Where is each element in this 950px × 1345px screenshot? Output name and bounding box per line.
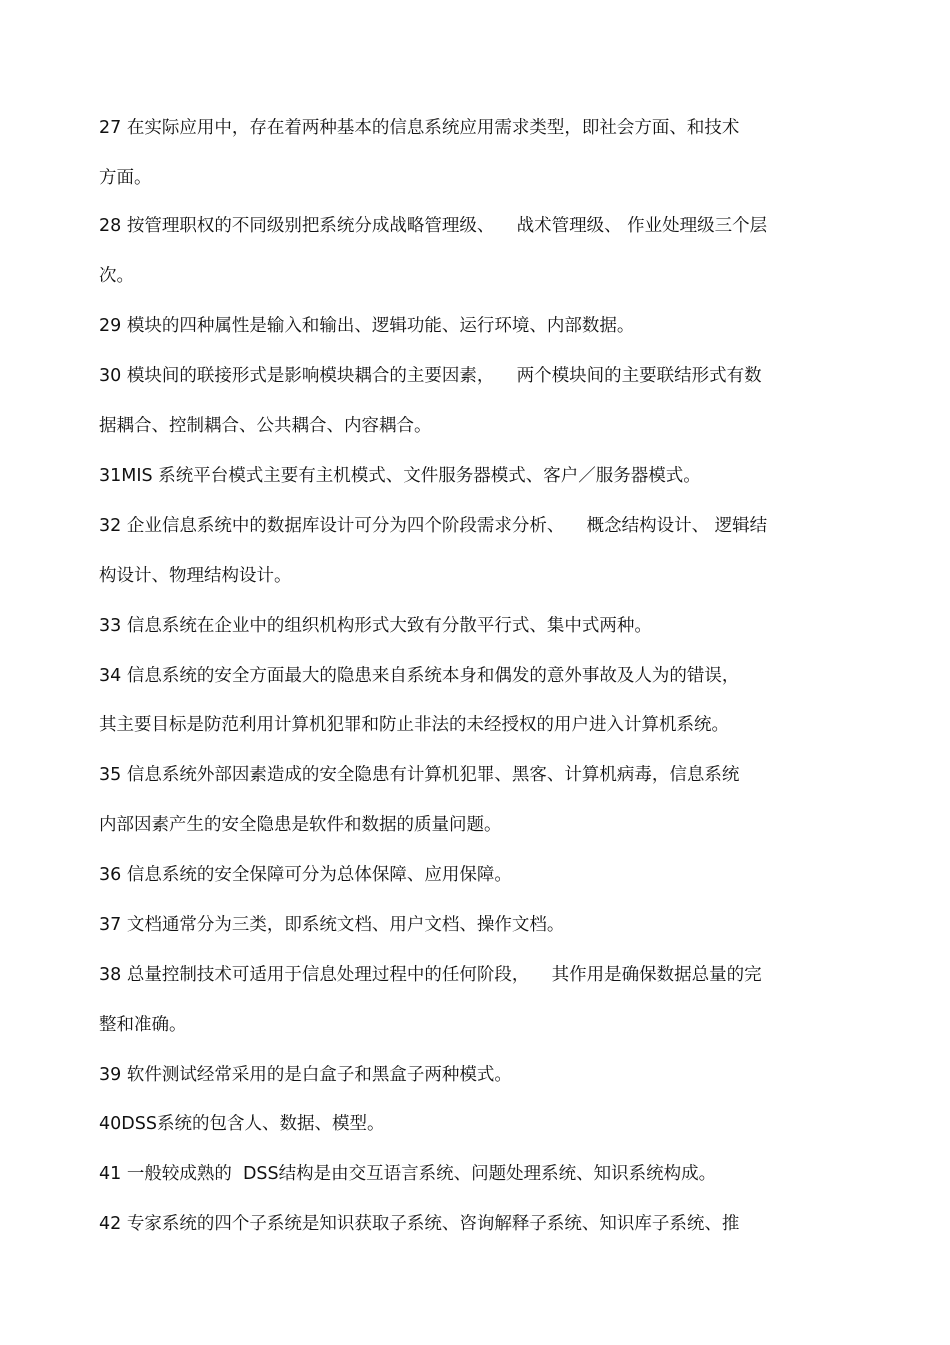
text-line: 42 专家系统的四个子系统是知识获取子系统、咨询解释子系统、知识库子系统、推 [99,1214,740,1234]
text-line: 整和准确。 [99,1015,187,1035]
text-line: 31MIS 系统平台模式主要有主机模式、文件服务器模式、客户／服务器模式。 [99,466,701,486]
text-line: 34 信息系统的安全方面最大的隐患来自系统本身和偶发的意外事故及人为的错误， [99,666,740,686]
text-line: 27 在实际应用中，存在着两种基本的信息系统应用需求类型，即社会方面、和技术 [99,118,740,138]
text-line: 40DSS系统的包含人、数据、模型。 [99,1114,385,1134]
text-line: 其主要目标是防范利用计算机犯罪和防止非法的未经授权的用户进入计算机系统。 [99,715,729,735]
text-line: 29 模块的四种属性是输入和输出、逻辑功能、运行环境、内部数据。 [99,316,635,336]
text-line: 32 企业信息系统中的数据库设计可分为四个阶段需求分析、 概念结构设计、 逻辑结 [99,516,768,536]
text-line: 35 信息系统外部因素造成的安全隐患有计算机犯罪、黑客、计算机病毒，信息系统 [99,765,740,785]
text-line: 方面。 [99,168,152,188]
text-line: 37 文档通常分为三类，即系统文档、用户文档、操作文档。 [99,915,565,935]
text-line: 30 模块间的联接形式是影响模块耦合的主要因素， 两个模块间的主要联结形式有数 [99,366,762,386]
text-line: 次。 [99,266,134,286]
text-line: 内部因素产生的安全隐患是软件和数据的质量问题。 [99,815,502,835]
text-line: 据耦合、控制耦合、公共耦合、内容耦合。 [99,416,432,436]
text-line: 41 一般较成熟的 DSS结构是由交互语言系统、问题处理系统、知识系统构成。 [99,1164,717,1184]
text-line: 33 信息系统在企业中的组织机构形式大致有分散平行式、集中式两种。 [99,616,652,636]
text-line: 39 软件测试经常采用的是白盒子和黑盒子两种模式。 [99,1065,512,1085]
text-line: 构设计、物理结构设计。 [99,566,292,586]
text-line: 36 信息系统的安全保障可分为总体保障、应用保障。 [99,865,512,885]
text-line: 28 按管理职权的不同级别把系统分成战略管理级、 战术管理级、 作业处理级三个层 [99,216,768,236]
text-line: 38 总量控制技术可适用于信息处理过程中的任何阶段， 其作用是确保数据总量的完 [99,965,762,985]
